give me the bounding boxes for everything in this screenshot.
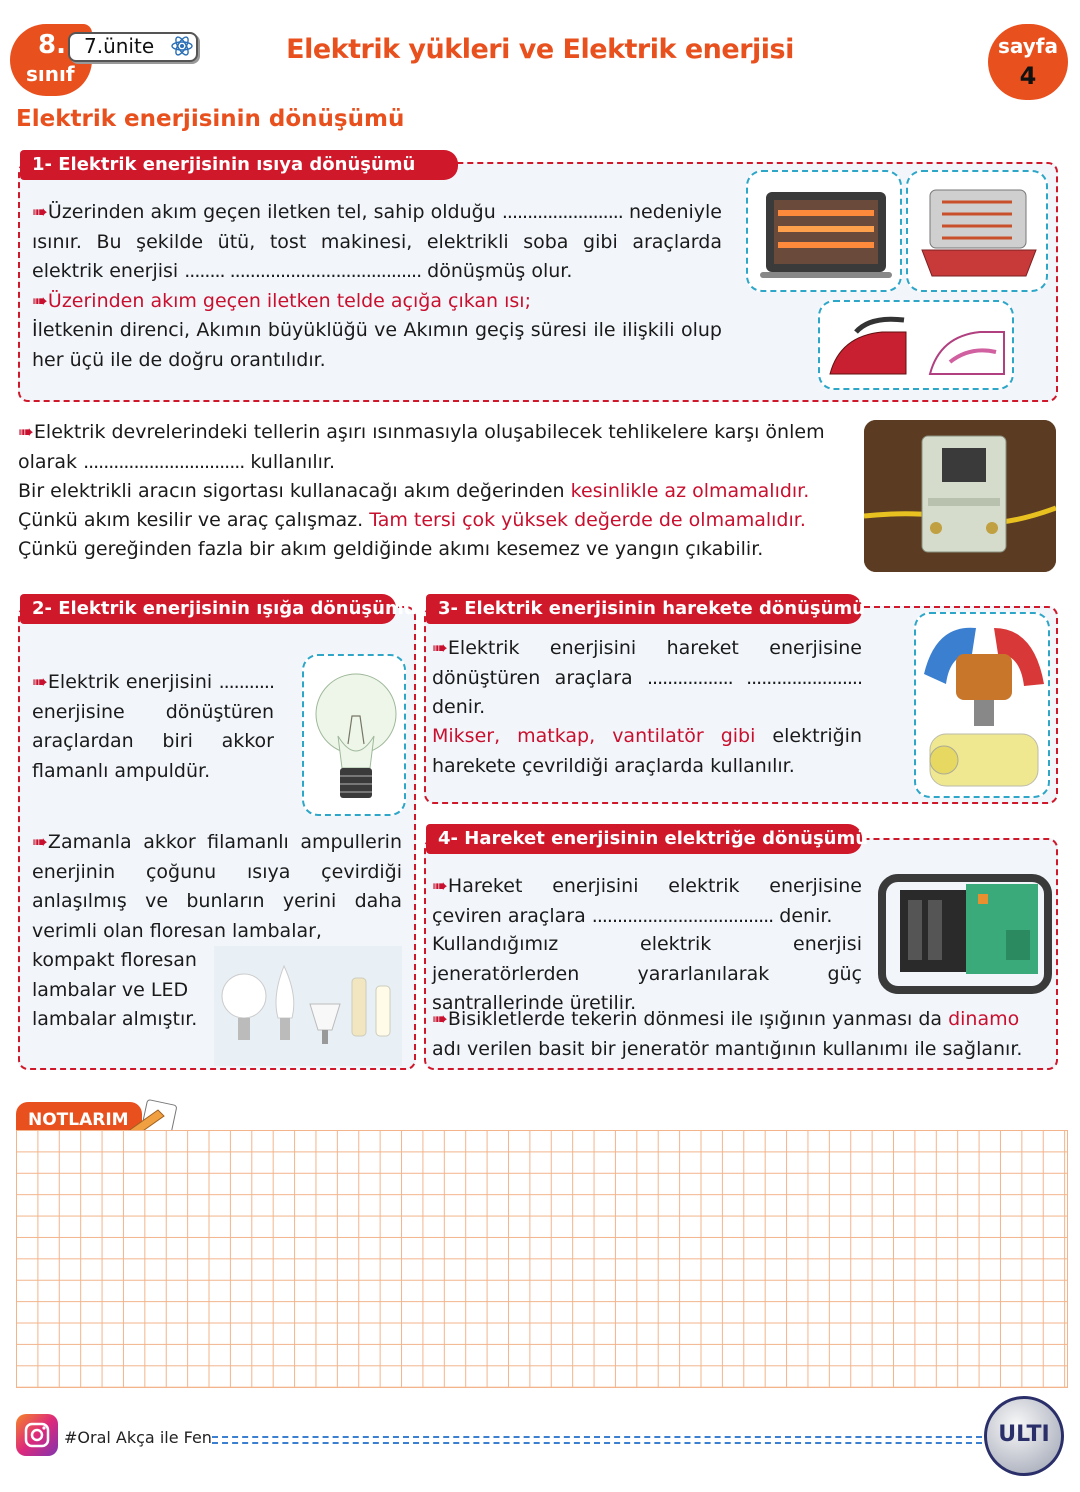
arrow-icon: ➠	[32, 201, 48, 223]
arrow-icon: ➠	[32, 831, 48, 853]
section4-para1: ➠Hareket enerjisini elektrik enerjisine çeviren araçlara .................................... denir.	[432, 875, 862, 927]
section4-para2: Kullandığımız elektrik enerjisi jeneratörlerden yararlanılarak güç santrallerinde üretilir.	[432, 933, 862, 1014]
generator-image	[878, 870, 1052, 996]
grade-label: sınıf	[26, 62, 75, 86]
section1-para3: İletkenin direnci, Akımın büyüklüğü ve Akımın geçiş süresi ile ilişkili olup her üçü ile de doğru orantılıdır.	[32, 319, 722, 371]
section1-title: 1- Elektrik enerjisinin ısıya dönüşümü	[20, 150, 458, 180]
notes-grid[interactable]	[16, 1130, 1068, 1388]
section1-para2: ➠Üzerinden akım geçen iletken telde açığa çıkan ısı;	[32, 290, 531, 312]
heater-image	[746, 170, 902, 292]
brand-logo-text: ULTI	[998, 1422, 1050, 1447]
arrow-icon: ➠	[32, 290, 48, 312]
grade-number: 8.	[38, 30, 66, 60]
fuse-image	[864, 420, 1056, 572]
arrow-icon: ➠	[432, 875, 448, 897]
instagram-icon	[16, 1414, 58, 1456]
section2-para3: kompakt floresan lambalar ve LED lambalar almıştır.	[32, 949, 198, 1030]
bulb-image	[302, 654, 406, 816]
atom-icon	[170, 34, 194, 58]
section-subtitle: Elektrik enerjisinin dönüşümü	[16, 106, 405, 132]
notes-label: NOTLARIM	[28, 1110, 129, 1130]
fuse-para4: Çünkü gereğinden fazla bir akım geldiğinde akımı kesemez ve yangın çıkabilir.	[18, 538, 764, 560]
section2-para1: ➠Elektrik enerjisini ........... enerjisine dönüştüren araçlardan biri akkor flamanlı ampuldür.	[32, 671, 274, 782]
fuse-para2: Bir elektrikli aracın sigortası kullanacağı akım değerinden kesinlikle az olmamalıdır.	[18, 480, 810, 502]
section3-para2: Mikser, matkap, vantilatör gibi elektriğin harekete çevrildiği araçlarda kullanılır.	[432, 725, 863, 777]
section1-para1: ➠Üzerinden akım geçen iletken tel, sahip olduğu ........................ nedeniyle ısınır. Bu şekilde ütü, tost makinesi, elektrikli soba gibi araçlarda elektrik enerjisi ........ ...................................... dönüşmüş olur.	[32, 201, 722, 282]
arrow-icon: ➠	[32, 671, 48, 693]
arrow-icon: ➠	[18, 421, 34, 443]
page-label: sayfa	[997, 34, 1059, 58]
footer-dashes	[212, 1436, 982, 1444]
page-title: Elektrik yükleri ve Elektrik enerjisi	[286, 34, 794, 65]
fuse-para3: Çünkü akım kesilir ve araç çalışmaz. Tam tersi çok yüksek değerde de olmamalıdır.	[18, 509, 806, 531]
led-lamps-image	[214, 946, 402, 1066]
toaster-image	[906, 170, 1048, 292]
iron-image	[818, 300, 1014, 390]
section4-title: 4- Hareket enerjisinin elektriğe dönüşümü	[426, 824, 862, 854]
motor-image	[914, 612, 1050, 798]
footer-handle: #Oral Akça ile Fen	[64, 1428, 212, 1447]
section2-title: 2- Elektrik enerjisinin ışığa dönüşümü	[20, 594, 396, 624]
unit-label: 7.ünite	[84, 34, 155, 58]
section4-para3: ➠Bisikletlerde tekerin dönmesi ile ışığının yanması da dinamo adı verilen basit bir jeneratör mantığının kullanımı ile sağlanır.	[432, 1008, 1023, 1060]
page-number: 4	[1019, 62, 1037, 90]
arrow-icon: ➠	[432, 637, 448, 659]
section2-para2: ➠Zamanla akkor filamanlı ampullerin enerjinin çoğunu ısıya çevirdiği anlaşılmış ve bunların yerini daha verimli olan floresan lambalar,	[32, 831, 402, 942]
fuse-para1: ➠Elektrik devrelerindeki tellerin aşırı ısınmasıyla oluşabilecek tehlikelere karşı önlem olarak ................................ kullanılır.	[18, 421, 825, 473]
section3-title: 3- Elektrik enerjisinin harekete dönüşümü	[426, 594, 862, 624]
arrow-icon: ➠	[432, 1008, 448, 1030]
section3-para1: ➠Elektrik enerjisini hareket enerjisine dönüştüren araçlara ................. ....................... denir.	[432, 637, 862, 718]
